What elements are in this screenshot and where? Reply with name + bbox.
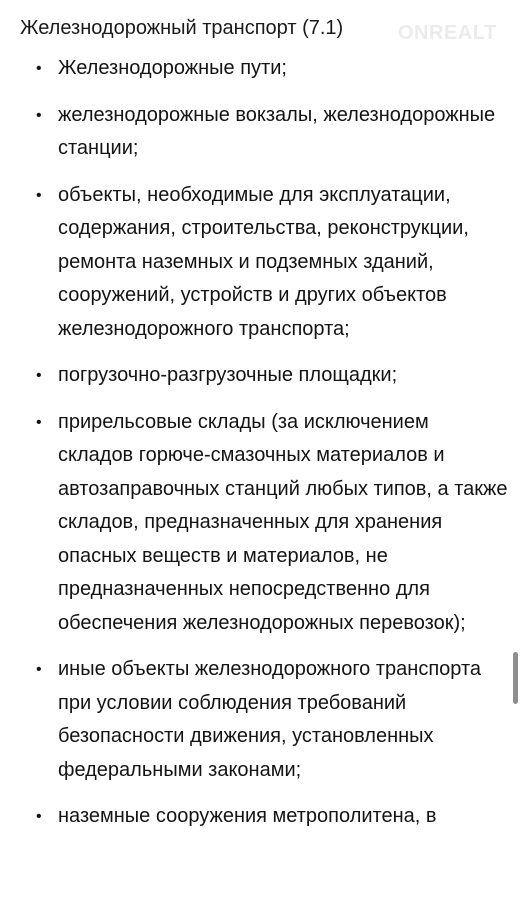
list-item [0,359,522,393]
section-heading: Железнодорожный транспорт (7.1) [20,17,344,39]
bullet-icon: • [36,186,42,204]
scrollbar-thumb[interactable] [513,652,518,704]
bullet-icon: • [36,413,42,431]
watermark-logo: ONREALT [398,22,497,44]
list-item-text: прирельсовые склады (за исключением складов горюче-смазочных материалов и автозаправочных станций любых типов, а также складов, предназначенных для хранения опасных веществ и материалов, не предназначенных непосредственно для обеспечения железнодорожных перевозок); [58,410,508,634]
list-item-text: Железнодорожные пути; [58,57,287,79]
list-item [0,179,522,347]
list-item [0,52,522,86]
bullet-icon: • [36,808,42,825]
list-item-text: объекты, необходимые для эксплуатации, содержания, строительства, реконструкции, ремонта наземных и подземных зданий, сооружений, устройств и других объектов железнодорожного транспорта; [58,183,469,340]
bullet-icon: • [36,60,42,77]
bullet-icon: • [36,106,42,124]
bullet-icon: • [36,367,42,384]
list-item [0,653,522,787]
list-item [0,406,522,641]
list-item-text: погрузочно-разгрузочные площадки; [58,364,398,386]
permitted-uses-list [0,52,522,847]
bullet-icon: • [36,661,42,678]
list-item [0,800,522,834]
list-item [0,99,522,166]
list-item-text: иные объекты железнодорожного транспорта при условии соблюдения требований безопасности движения, установленных федеральными законами; [58,658,482,781]
list-item-text: наземные сооружения метрополитена, в [58,805,437,827]
list-item-text: железнодорожные вокзалы, железнодорожные станции; [58,103,496,159]
